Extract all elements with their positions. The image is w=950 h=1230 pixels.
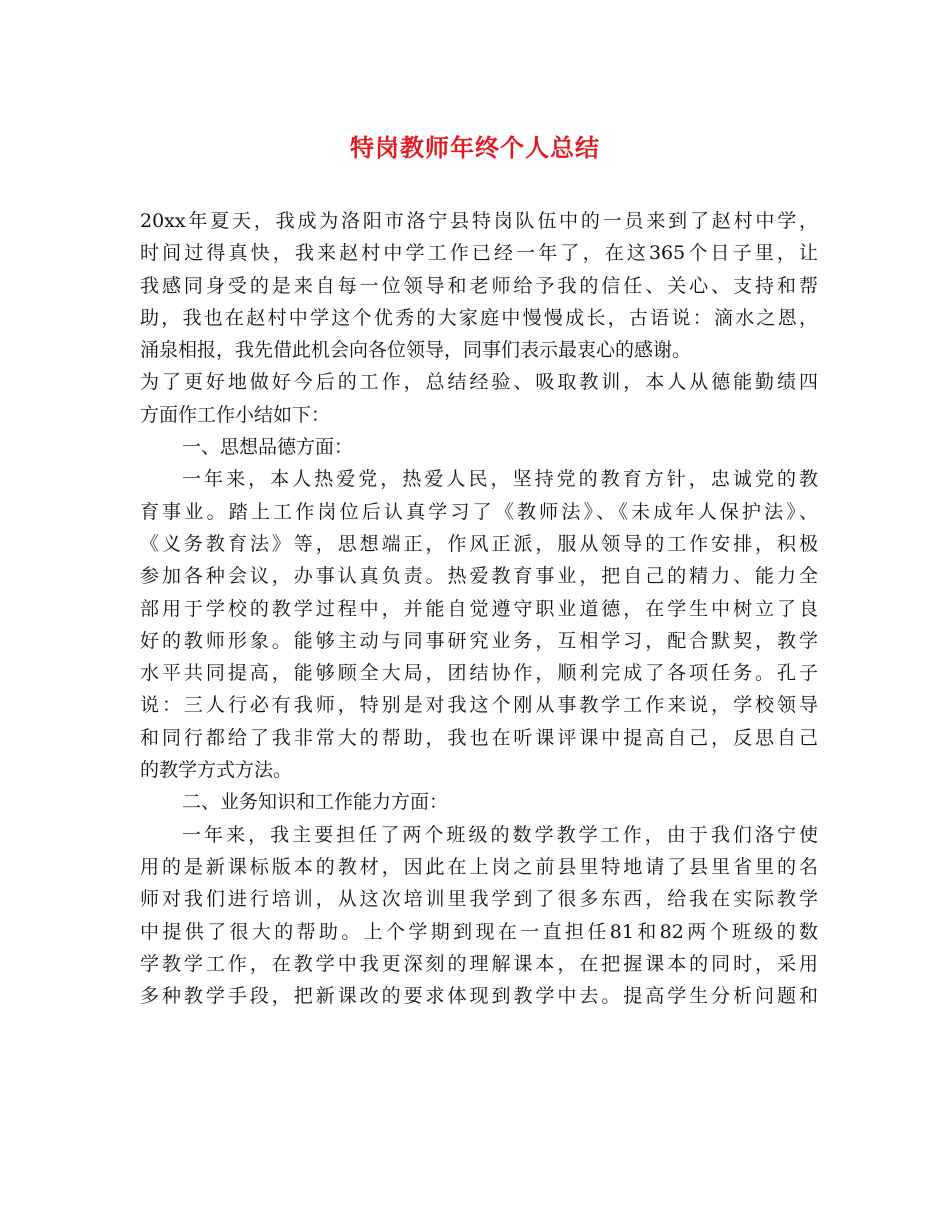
paragraph-line: 的教学方式方法。 (140, 759, 293, 782)
paragraph-line: 和同行都给了我非常大的帮助，我也在听课评课中提高自己，反思自己 (140, 726, 818, 749)
paragraph-line: 涌泉相报，我先借此机会向各位领导，同事们表示最衷心的感谢。 (140, 339, 692, 362)
paragraph-line: 20xx年夏天，我成为洛阳市洛宁县特岗队伍中的一员来到了赵村中学， (140, 210, 818, 232)
paragraph-line: 方面作工作小结如下： (140, 403, 331, 426)
paragraph-line: 参加各种会议，办事认真负责。热爱教育事业，把自己的精力、能力全 (140, 565, 818, 588)
document-title: 特岗教师年终个人总结 (350, 133, 600, 162)
paragraph-line: 中提供了很大的帮助。上个学期到现在一直担任81和82两个班级的数 (140, 920, 818, 943)
paragraph-line: 一年来，本人热爱党，热爱人民，坚持党的教育方针，忠诚党的教 (182, 468, 818, 491)
paragraph-line: 师对我们进行培训，从这次培训里我学到了很多东西，给我在实际教学 (140, 888, 818, 911)
paragraph-line: 说：三人行必有我师，特别是对我这个刚从事教学工作来说，学校领导 (140, 694, 818, 717)
paragraph-line: 助，我也在赵村中学这个优秀的大家庭中慢慢成长，古语说：滴水之恩， (140, 306, 818, 329)
paragraph-line: 为了更好地做好今后的工作，总结经验、吸取教训，本人从德能勤绩四 (140, 371, 818, 394)
paragraph-line: 育事业。踏上工作岗位后认真学习了《教师法》、《未成年人保护法》、 (140, 500, 818, 523)
paragraph-line: 部用于学校的教学过程中，并能自觉遵守职业道德，在学生中树立了良 (140, 597, 818, 620)
section-heading: 二、业务知识和工作能力方面： (182, 791, 449, 814)
paragraph-line: 多种教学手段，把新课改的要求体现到教学中去。提高学生分析问题和 (140, 985, 818, 1008)
paragraph-line: 《义务教育法》等，思想端正，作风正派，服从领导的工作安排，积极 (140, 532, 818, 555)
paragraph-line: 我感同身受的是来自每一位领导和老师给予我的信任、关心、支持和帮 (140, 274, 818, 297)
section-heading: 一、思想品德方面： (182, 436, 354, 459)
paragraph-line: 一年来，我主要担任了两个班级的数学教学工作，由于我们洛宁使 (182, 823, 818, 846)
document-body (140, 205, 818, 1012)
paragraph-line: 水平共同提高，能够顾全大局，团结协作，顺利完成了各项任务。孔子 (140, 662, 818, 685)
paragraph-line: 时间过得真快，我来赵村中学工作已经一年了，在这365个日子里，让 (140, 242, 818, 265)
paragraph-line: 用的是新课标版本的教材，因此在上岗之前县里特地请了县里省里的名 (140, 855, 818, 878)
paragraph-line: 好的教师形象。能够主动与同事研究业务，互相学习，配合默契，教学 (140, 629, 818, 652)
paragraph-line: 学教学工作，在教学中我更深刻的理解课本，在把握课本的同时，采用 (140, 952, 818, 975)
